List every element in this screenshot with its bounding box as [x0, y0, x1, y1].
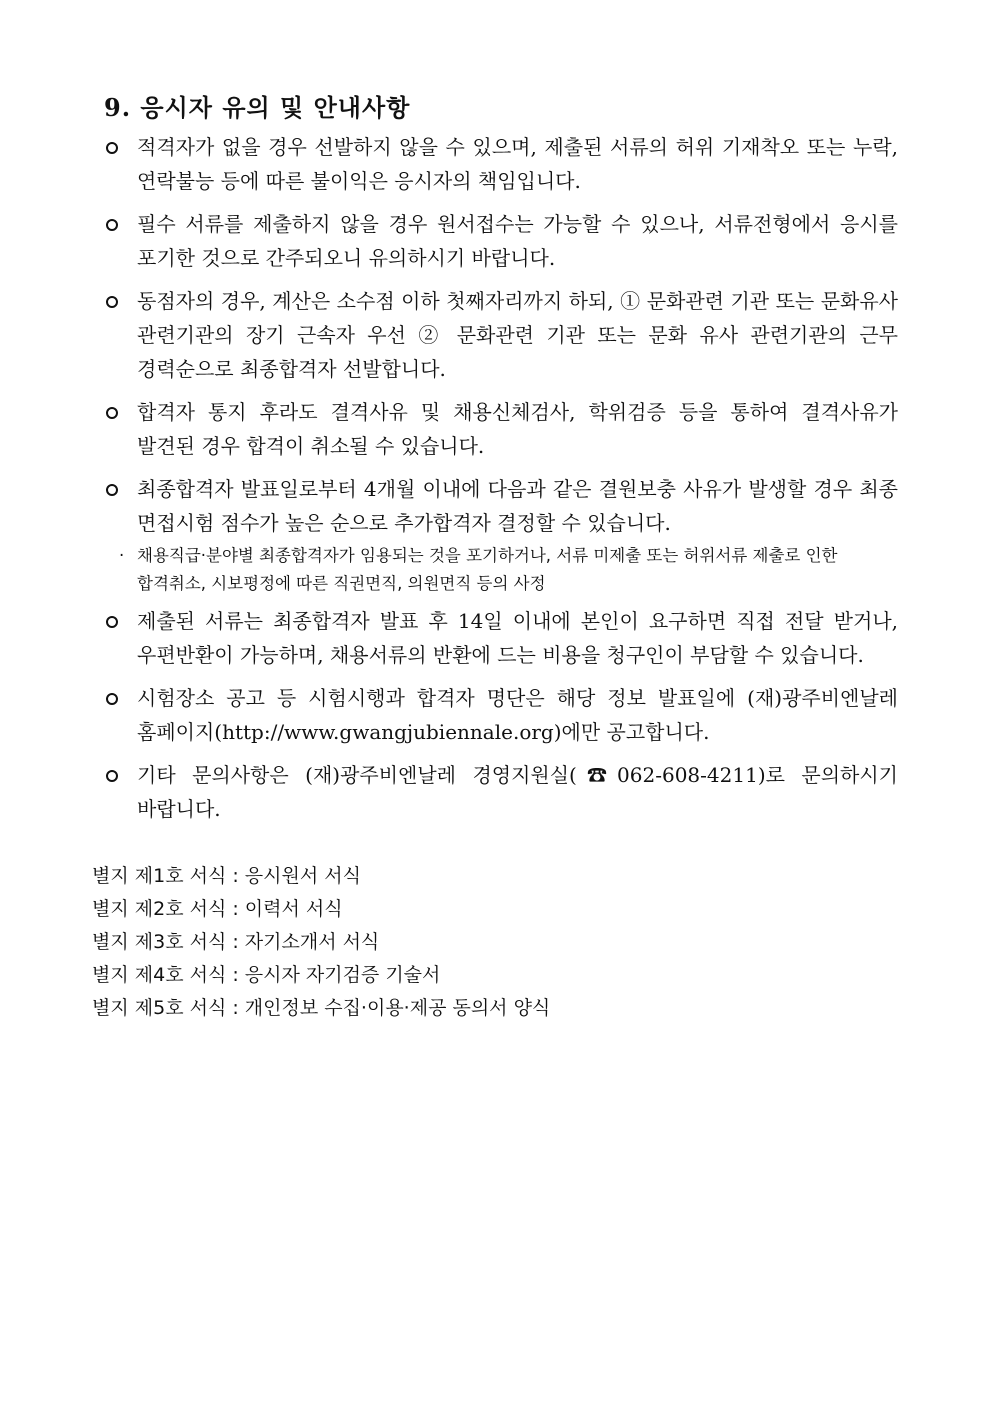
attachment-item: 별지 제1호 서식 : 응시원서 서식 — [92, 865, 361, 887]
notice-item — [104, 207, 898, 275]
circle-bullet-icon — [106, 407, 118, 419]
notice-text: 시험장소 공고 등 시험시행과 합격자 명단은 해당 정보 발표일에 (재)광주비엔날레 홈페이지(http://www.gwangjubiennale.org)에만 공고합니다. — [137, 686, 898, 744]
circle-bullet-icon — [106, 616, 118, 628]
circle-bullet-icon — [106, 219, 118, 231]
sub-bullet-dot: · — [119, 546, 125, 565]
notice-item — [104, 472, 898, 540]
notice-text: 기타 문의사항은 (재)광주비엔날레 경영지원실(☎062-608-4211)로 문의하시기 바랍니다. — [137, 763, 898, 821]
notice-item — [104, 758, 898, 826]
notice-text: 최종합격자 발표일로부터 4개월 이내에 다음과 같은 결원보충 사유가 발생할 경우 최종 면접시험 점수가 높은 순으로 추가합격자 결정할 수 있습니다. — [137, 477, 898, 535]
notice-item — [104, 681, 898, 749]
attachment-item: 별지 제5호 서식 : 개인정보 수집·이용·제공 동의서 양식 — [92, 997, 551, 1019]
sub-note-text: 채용직급·분야별 최종합격자가 임용되는 것을 포기하거나, 서류 미제출 또는 허위서류 제출로 인한 합격취소, 시보평정에 따른 직권면직, 의원면직 등의 사정 — [137, 546, 838, 593]
notice-item — [104, 395, 898, 463]
attachment-item: 별지 제4호 서식 : 응시자 자기검증 기술서 — [92, 964, 441, 986]
circle-bullet-icon — [106, 296, 118, 308]
section-title: 9. 응시자 유의 및 안내사항 — [104, 93, 411, 122]
attachment-item: 별지 제2호 서식 : 이력서 서식 — [92, 898, 343, 920]
notice-text: 제출된 서류는 최종합격자 발표 후 14일 이내에 본인이 요구하면 직접 전달 받거나, 우편반환이 가능하며, 채용서류의 반환에 드는 비용을 청구인이 부담할 수 있습니다. — [137, 609, 898, 667]
notice-item — [104, 604, 898, 672]
notice-text: 동점자의 경우, 계산은 소수점 이하 첫째자리까지 하되, ① 문화관련 기관 또는 문화유사 관련기관의 장기 근속자 우선 ② 문화관련 기관 또는 문화 유사 관련기관의 근무 경력순으로 최종합격자 선발합니다. — [137, 289, 898, 381]
notice-text: 적격자가 없을 경우 선발하지 않을 수 있으며, 제출된 서류의 허위 기재착오 또는 누락, 연락불능 등에 따른 불이익은 응시자의 책임입니다. — [137, 135, 898, 193]
notice-list — [104, 130, 898, 835]
circle-bullet-icon — [106, 770, 118, 782]
attachment-list — [92, 860, 550, 1025]
notice-item — [104, 130, 898, 198]
circle-bullet-icon — [106, 142, 118, 154]
notice-text: 합격자 통지 후라도 결격사유 및 채용신체검사, 학위검증 등을 통하여 결격사유가 발견된 경우 합격이 취소될 수 있습니다. — [137, 400, 898, 458]
notice-item — [104, 284, 898, 386]
circle-bullet-icon — [106, 693, 118, 705]
notice-sub-note — [104, 542, 898, 598]
attachment-item: 별지 제3호 서식 : 자기소개서 서식 — [92, 931, 380, 953]
circle-bullet-icon — [106, 484, 118, 496]
notice-text: 필수 서류를 제출하지 않을 경우 원서접수는 가능할 수 있으나, 서류전형에서 응시를 포기한 것으로 간주되오니 유의하시기 바랍니다. — [137, 212, 898, 270]
